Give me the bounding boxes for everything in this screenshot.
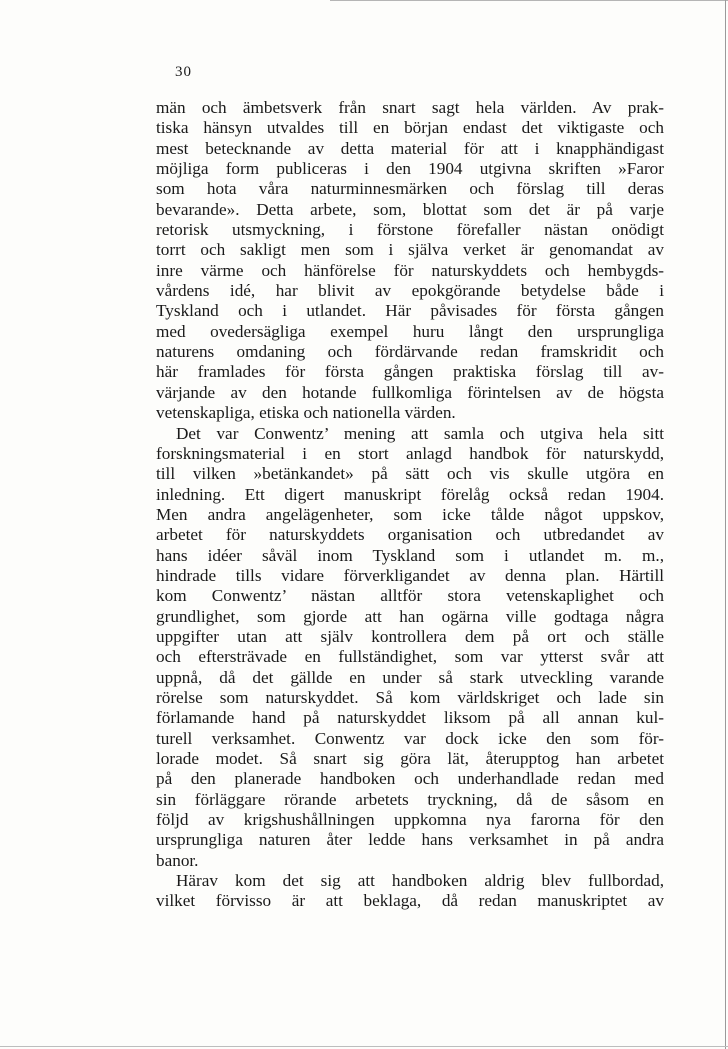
text-line: förlamande hand på naturskyddet liksom på all annan kul-	[156, 708, 664, 728]
text-line: och eftersträvade en fullständighet, som var ytterst svår att	[156, 647, 664, 667]
text-line: hindrade tills vidare förverkligandet av denna plan. Härtill	[156, 565, 664, 585]
text-line: mest betecknande av detta material för att i knapphändigast	[156, 138, 664, 158]
text-line: med ovedersägliga exempel huru långt den ursprungliga	[156, 321, 664, 341]
text-line: inre värme och hänförelse för naturskyddets och hembygds-	[156, 260, 664, 280]
text-line: ursprungliga naturen åter ledde hans verksamhet in på andra	[156, 830, 664, 850]
text-line: hans idéer såväl inom Tyskland som i utlandet m. m.,	[156, 545, 664, 565]
text-line: uppgifter utan att själv kontrollera dem på ort och ställe	[156, 626, 664, 646]
text-line: följd av krigshushållningen uppkomna nya farorna för den	[156, 810, 664, 830]
text-line: vårdens idé, har blivit av epokgörande betydelse både i	[156, 281, 664, 301]
text-line: forskningsmaterial i en stort anlagd handbok för naturskydd,	[156, 443, 664, 463]
text-line: turell verksamhet. Conwentz var dock icke den som för-	[156, 728, 664, 748]
text-line: kom Conwentz’ nästan alltför stora vetenskaplighet och	[156, 586, 664, 606]
text-line: naturens omdaning och fördärvande redan framskridit och	[156, 342, 664, 362]
text-line: vilket förvisso är att beklaga, då redan manuskriptet av	[156, 891, 664, 911]
text-line: Härav kom det sig att handboken aldrig blev fullbordad,	[176, 871, 664, 891]
text-line: möjliga form publiceras i den 1904 utgivna skriften »Faror	[156, 159, 664, 179]
page-edge-bottom	[0, 1046, 728, 1047]
text-line: som hota våra naturminnesmärken och förslag till deras	[156, 179, 664, 199]
page-number: 30	[175, 64, 192, 80]
text-line: retorisk utsmyckning, i förstone förefaller nästan onödigt	[156, 220, 664, 240]
text-line: uppnå, då det gällde en under så stark utveckling varande	[156, 667, 664, 687]
page-edge-top	[330, 0, 728, 1]
text-line: grundlighet, som gjorde att han ogärna ville godtaga några	[156, 606, 664, 626]
text-line: banor.	[156, 850, 199, 870]
text-line: rörelse som naturskyddet. Så kom världskriget och lade sin	[156, 687, 664, 707]
text-line: Det var Conwentz’ mening att samla och utgiva hela sitt	[176, 423, 664, 443]
text-line: torrt och sakligt men som i själva verket är genomandat av	[156, 240, 664, 260]
text-line: Men andra angelägenheter, som icke tålde något uppskov,	[156, 504, 664, 524]
text-line: bevarande». Detta arbete, som, blottat som det är på varje	[156, 199, 664, 219]
text-line: tiska hänsyn utvaldes till en början endast det viktigaste och	[156, 118, 664, 138]
text-line: här framlades för första gången praktiska förslag till av-	[156, 362, 664, 382]
text-line: till vilken »betänkandet» på sätt och vis skulle utgöra en	[156, 464, 664, 484]
body-text	[156, 98, 664, 912]
text-line: arbetet för naturskyddets organisation och utbredandet av	[156, 525, 664, 545]
text-line: sin förläggare rörande arbetets tryckning, då de såsom en	[156, 789, 664, 809]
page-edge-right	[725, 0, 726, 1049]
text-line: män och ämbetsverk från snart sagt hela världen. Av prak-	[156, 98, 664, 117]
text-line: lorade modet. Så snart sig göra lät, återupptog han arbetet	[156, 749, 664, 768]
text-line: inledning. Ett digert manuskript förelåg också redan 1904.	[156, 484, 664, 504]
text-line: vetenskapliga, etiska och nationella värden.	[156, 403, 456, 423]
text-line: värjande av den hotande fullkomliga förintelsen av de högsta	[156, 382, 664, 402]
text-line: Tyskland och i utlandet. Här påvisades för första gången	[156, 301, 664, 321]
text-line: på den planerade handboken och underhandlade redan med	[156, 769, 664, 789]
